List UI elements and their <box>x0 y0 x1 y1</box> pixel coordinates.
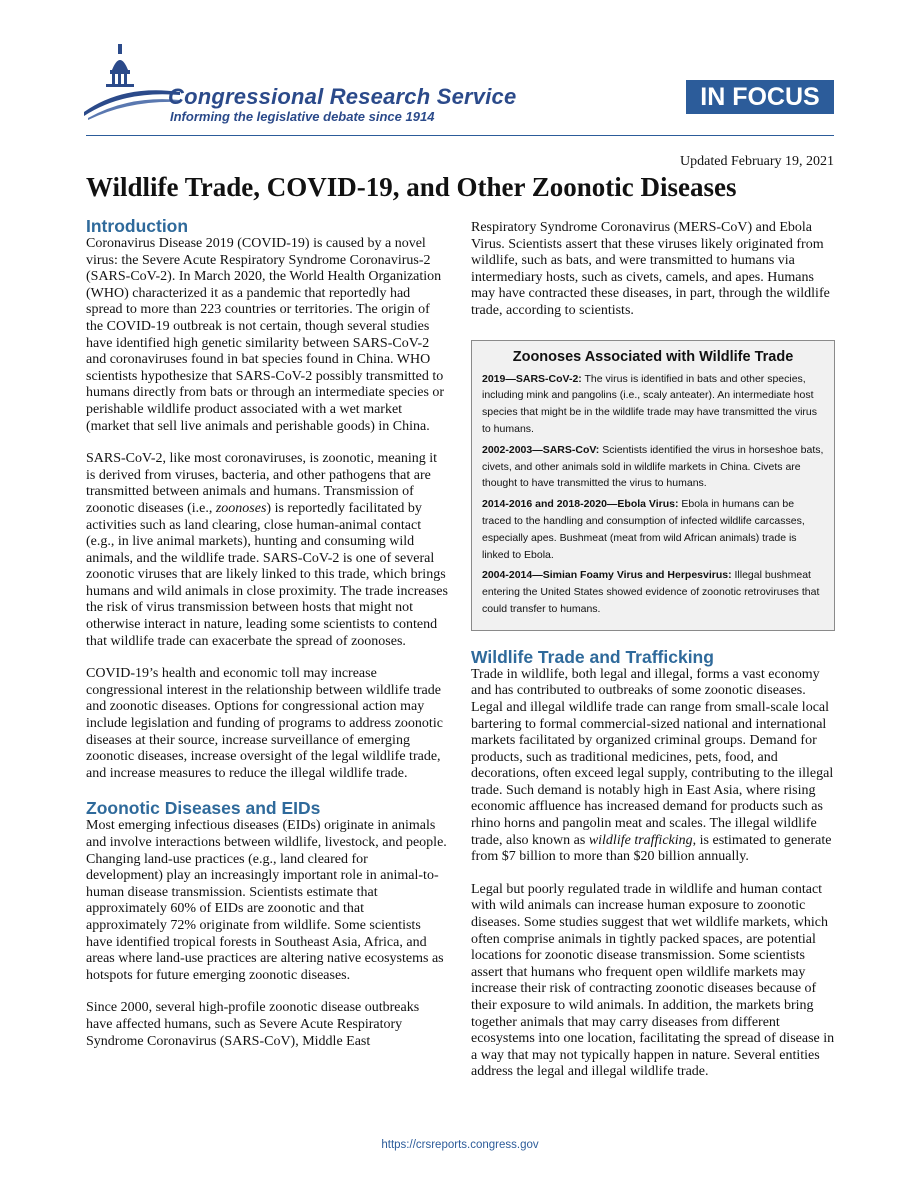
box-entry <box>482 442 824 492</box>
entry-text: Ebola in humans can be traced to the handling and consumption of infected wildlife carcasses, especially apes. Bushmeat (meat from wild African animals) trade is linked to Ebola. <box>482 498 805 561</box>
paragraph <box>86 451 448 650</box>
entry-head: 2004-2014—Simian Foamy Virus and Herpesvirus: <box>482 569 732 582</box>
org-name: Congressional Research Service <box>168 84 517 109</box>
box-entry <box>482 371 824 438</box>
org-tagline: Informing the legislative debate since 1914 <box>170 109 435 124</box>
paragraph: Since 2000, several high-profile zoonotic disease outbreaks have affected humans, such as Severe Acute Respiratory Syndrome Coronavirus (SARS-CoV), Middle East <box>86 1000 420 1049</box>
emphasis: wildlife trafficking <box>588 832 693 848</box>
entry-head: 2014-2016 and 2018-2020—Ebola Virus: <box>482 498 679 511</box>
updated-date: Updated February 19, 2021 <box>680 154 834 169</box>
text-span: Trade in wildlife, both legal and illegal, forms a vast economy and has contributed to outbreaks of some zoonotic diseases. Legal and illegal wildlife trade can range from small-scale local bartering to formal commercial-sized national and international markets facilitated by organized criminal groups. Demand for products, such as traditional medicines, pets, food, and decorations, often exceed legal supply, contributing to the illegal trade. Such demand is notably high in East Asia, where rising economic affluence has increased demand for products such as rhino horns and pangolin meat and scales. The illegal wildlife trade, also known as <box>471 666 834 848</box>
entry-head: 2019—SARS-CoV-2: <box>482 372 582 385</box>
paragraph: COVID-19’s health and economic toll may increase congressional interest in the relationship between wildlife trade and zoonotic diseases. Options for congressional action may include legislation and funding of programs to address zoonotic diseases at their source, increase surveillance of emerging zoonotic diseases, increase oversight of the legal wildlife trade, and increase measures to reduce the illegal wildlife trade. <box>86 666 443 781</box>
entry-text: The virus is identified in bats and other species, including mink and pangolins (i.e., scaly anteater). An intermediate host species that might be in the wildlife trade may have transmitted the virus to humans. <box>482 372 817 435</box>
paragraph: Most emerging infectious diseases (EIDs) originate in animals and involve interactions between wildlife, livestock, and people. Changing land-use practices (e.g., land cleared for development) play an increasingly important role in animal-to-human disease transmission. Scientists estimate that approximately 60% of EIDs are zoonotic and that approximately 72% originate from wildlife. Some scientists have identified tropical forests in Southeast Asia, Africa, and areas where land-use practices are altering native ecosystems as hotspots for future emerging zoonotic diseases. <box>86 818 447 983</box>
left-column <box>86 216 448 1066</box>
header-rule <box>86 135 834 136</box>
box-title: Zoonoses Associated with Wildlife Trade <box>512 348 794 365</box>
text-span: , is estimated to generate from $7 billion to more than $20 billion annually. <box>471 832 832 865</box>
heading-wildlife-trade: Wildlife Trade and Trafficking <box>471 646 714 667</box>
in-focus-badge: IN FOCUS <box>686 80 834 114</box>
footer-link[interactable]: https://crsreports.congress.gov <box>381 1139 539 1151</box>
heading-zoonotic-diseases: Zoonotic Diseases and EIDs <box>86 798 321 819</box>
entry-text: Scientists identified the virus in horseshoe bats, civets, and other animals sold in wildlife markets in China. Civets are thought to have transmitted the virus to humans. <box>482 443 824 490</box>
text-span: ) is reportedly facilitated by activities such as land clearing, close human-animal contact (e.g., in live animal markets), hunting and consuming wild animals, and the wildlife trade. SARS-CoV-2 is one of several zoonotic viruses that are likely linked to this trade, which brings humans and wild animals in close proximity. The trade increases the risk of virus transmission between hosts that might not otherwise interact in nature, leading some scientists to contend that wildlife trade can exacerbate the spread of zoonoses. <box>86 500 448 649</box>
entry-text: Illegal bushmeat entering the United States showed evidence of zoonotic retroviruses that could transfer to humans. <box>482 569 820 615</box>
paragraph: Coronavirus Disease 2019 (COVID-19) is caused by a novel virus: the Severe Acute Respiratory Syndrome Coronavirus-2 (SARS-CoV-2). In March 2020, the World Health Organization (WHO) characterized it as a pandemic that reportedly had spread to more than 223 countries or territories. The origin of the COVID-19 outbreak is not certain, though several studies have identified high genetic similarity between SARS-CoV-2 and coronaviruses found in bat species found in China. WHO scientists hypothesize that SARS-CoV-2 possibly transmitted to humans directly from bats or through an intermediate species or perishable wildlife product associated with a wet market (market that sell live animals and perishable goods) in China. <box>86 236 445 434</box>
entry-head: 2002-2003—SARS-CoV: <box>482 443 600 456</box>
page-title: Wildlife Trade, COVID-19, and Other Zoonotic Diseases <box>86 172 737 202</box>
box-entry <box>482 496 824 563</box>
paragraph: Respiratory Syndrome Coronavirus (MERS-CoV) and Ebola Virus. Scientists assert that these viruses likely originated from wildlife, such as bats, and were transmitted to humans via intermediary hosts, such as civets, camels, and apes. Humans may have contracted these diseases, in part, through the wildlife trade, according to scientists. <box>471 220 830 318</box>
paragraph: Legal but poorly regulated trade in wildlife and human contact with wild animals can increase human exposure to zoonotic diseases. Some studies suggest that wet wildlife markets, which often comprise animals in tightly packed spaces, are potential locations for zoonotic disease transmission. Some scientists assert that humans who frequent open wildlife markets may increase their risk of contracting zoonotic diseases because of their exposure to wild animals. In addition, the markets bring together animals that may carry diseases from different ecosystems into one location, facilitating the spread of disease in a way that may not typically happen in nature. Several entities address the legal and illegal wildlife trade. <box>471 881 835 1080</box>
zoonoses-box <box>471 340 835 631</box>
heading-introduction: Introduction <box>86 216 189 236</box>
text-span: SARS-CoV-2, like most coronaviruses, is zoonotic, meaning it is derived from viruses, bacteria, and other pathogens that are transmitted between animals and humans. Transmission of zoonotic diseases (i.e., <box>86 451 438 516</box>
emphasis: zoonoses <box>215 500 267 516</box>
box-entry <box>482 567 824 617</box>
right-column <box>471 220 835 1097</box>
paragraph <box>471 667 835 866</box>
